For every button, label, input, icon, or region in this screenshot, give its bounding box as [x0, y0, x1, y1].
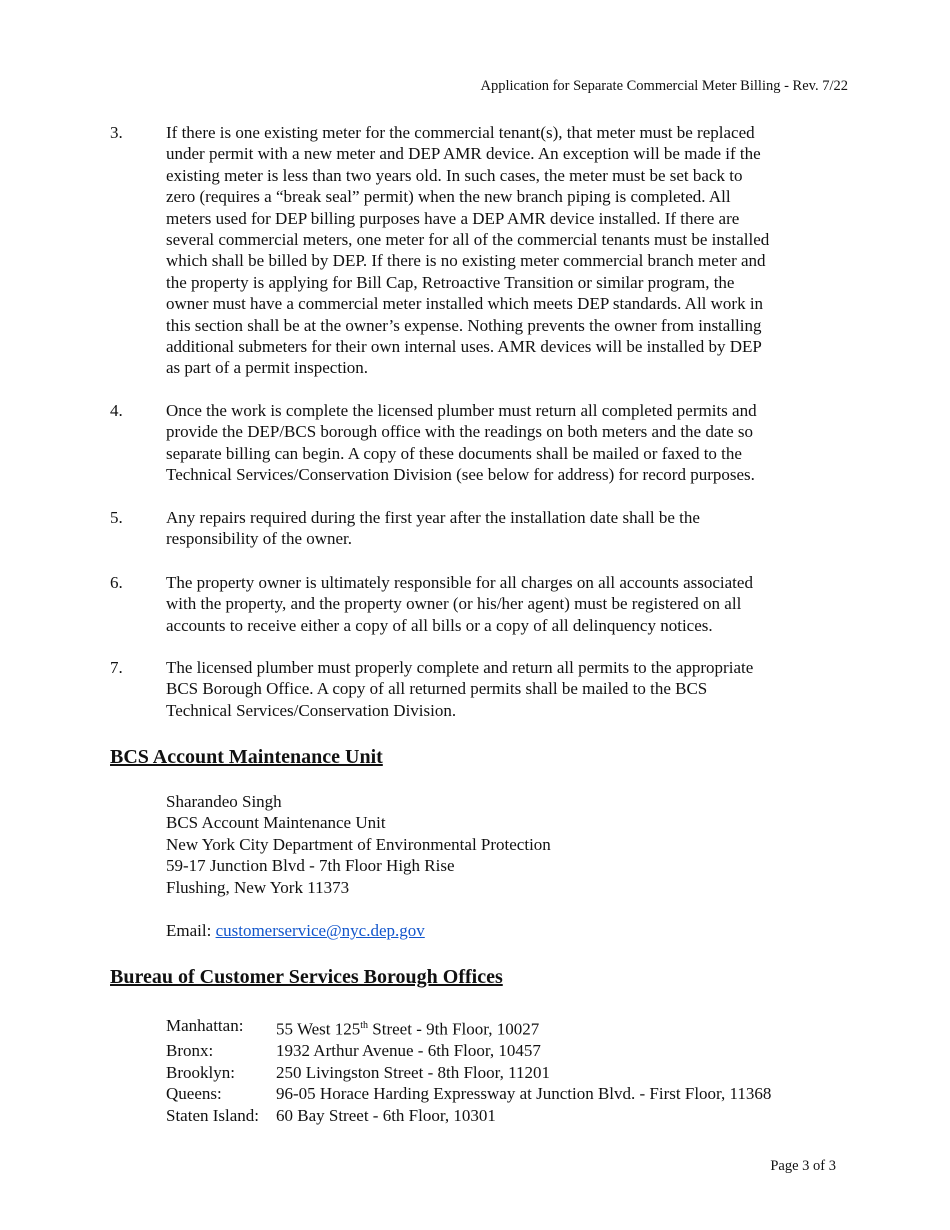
text-line: The licensed plumber must properly complete and return all permits to the appropriate	[166, 658, 754, 677]
table-row	[163, 1040, 774, 1062]
table-row	[163, 1015, 774, 1040]
text-line: accounts to receive either a copy of all bills or a copy of all delinquency notices.	[166, 615, 713, 635]
text-line: Any repairs required during the first year after the installation date shall be the	[166, 508, 700, 527]
address-part: 250 Livingston Street - 8th Floor, 11201	[276, 1062, 550, 1082]
address-line: Sharandeo Singh	[166, 792, 282, 811]
text-line: existing meter is less than two years old. In such cases, the meter must be set back to	[166, 165, 743, 185]
text-line: The property owner is ultimately responsible for all charges on all accounts associated	[166, 573, 753, 592]
item-number: 6.	[110, 573, 123, 592]
address-line: Flushing, New York 11373	[166, 877, 350, 897]
table-row	[163, 1083, 774, 1105]
email-label: Email:	[166, 921, 216, 940]
page-number: Page 3 of 3	[770, 1158, 836, 1174]
unit-heading: BCS Account Maintenance Unit	[110, 746, 383, 768]
text-line: If there is one existing meter for the commercial tenant(s), that meter must be replaced	[166, 123, 755, 142]
address-part: 96-05 Horace Harding Expressway at Junction Blvd. - First Floor, 11368	[276, 1084, 772, 1104]
page-header: Application for Separate Commercial Meter Billing - Rev. 7/22	[480, 78, 848, 94]
office-address	[273, 1040, 774, 1062]
address-line: New York City Department of Environmental Protection	[166, 834, 551, 854]
text-line: owner must have a commercial meter installed which meets DEP standards. All work in	[166, 294, 764, 314]
address-line: 59-17 Junction Blvd - 7th Floor High Rise	[166, 856, 455, 876]
text-line: Once the work is complete the licensed plumber must return all completed permits and	[166, 401, 757, 420]
office-address	[273, 1105, 774, 1127]
offices-heading: Bureau of Customer Services Borough Offices	[110, 966, 503, 988]
unit-address	[166, 791, 551, 898]
office-address	[273, 1062, 774, 1084]
office-address	[273, 1083, 774, 1105]
email-line	[166, 920, 425, 941]
text-line: provide the DEP/BCS borough office with the readings on both meters and the date so	[166, 422, 754, 442]
text-line: Technical Services/Conservation Division.	[166, 700, 457, 720]
address-line: BCS Account Maintenance Unit	[166, 813, 386, 833]
text-line: meters used for DEP billing purposes have a DEP AMR device installed. If there are	[166, 208, 740, 228]
address-part: 55 West 125	[276, 1019, 361, 1039]
email-link[interactable]: customerservice@nyc.dep.gov	[215, 921, 425, 940]
text-line: as part of a permit inspection.	[166, 358, 369, 378]
text-line: the property is applying for Bill Cap, Retroactive Transition or similar program, the	[166, 272, 735, 292]
item-text	[166, 657, 753, 721]
text-line: under permit with a new meter and DEP AMR device. An exception will be made if the	[166, 144, 761, 164]
address-sup: th	[360, 1020, 369, 1031]
text-line: several commercial meters, one meter for all of the commercial tenants must be installed	[166, 229, 770, 249]
text-line: Technical Services/Conservation Division (see below for address) for record purposes.	[166, 465, 755, 485]
address-part: Street - 9th Floor, 10027	[368, 1019, 540, 1039]
address-part: 1932 Arthur Avenue - 6th Floor, 10457	[276, 1041, 541, 1061]
text-line: separate billing can begin. A copy of these documents shall be mailed or faxed to the	[166, 443, 742, 463]
text-line: BCS Borough Office. A copy of all returned permits shall be mailed to the BCS	[166, 679, 708, 699]
item-number: 3.	[110, 123, 123, 142]
text-line: additional submeters for their own internal uses. AMR devices will be installed by DEP	[166, 336, 762, 356]
text-line: which shall be billed by DEP. If there is no existing meter commercial branch meter and	[166, 251, 766, 271]
borough-name: Staten Island:	[166, 1105, 260, 1125]
borough-name: Bronx:	[166, 1041, 214, 1061]
office-address	[273, 1015, 774, 1040]
item-text	[166, 507, 700, 550]
text-line: responsibility of the owner.	[166, 529, 353, 549]
item-number: 7.	[110, 658, 123, 677]
item-number: 5.	[110, 508, 123, 527]
borough-name: Queens:	[166, 1084, 222, 1104]
borough-name: Brooklyn:	[166, 1062, 235, 1082]
offices-table	[163, 1015, 774, 1126]
item-text	[166, 572, 753, 636]
borough-name: Manhattan:	[166, 1016, 244, 1035]
address-part: 60 Bay Street - 6th Floor, 10301	[276, 1105, 496, 1125]
text-line: this section shall be at the owner’s expense. Nothing prevents the owner from installing	[166, 315, 762, 335]
text-line: with the property, and the property owner (or his/her agent) must be registered on all	[166, 594, 742, 614]
item-text	[166, 122, 769, 379]
table-row	[163, 1062, 774, 1084]
text-line: zero (requires a “break seal” permit) when the new branch piping is completed. All	[166, 187, 731, 207]
item-number: 4.	[110, 401, 123, 420]
table-row	[163, 1105, 774, 1127]
item-text	[166, 400, 757, 486]
